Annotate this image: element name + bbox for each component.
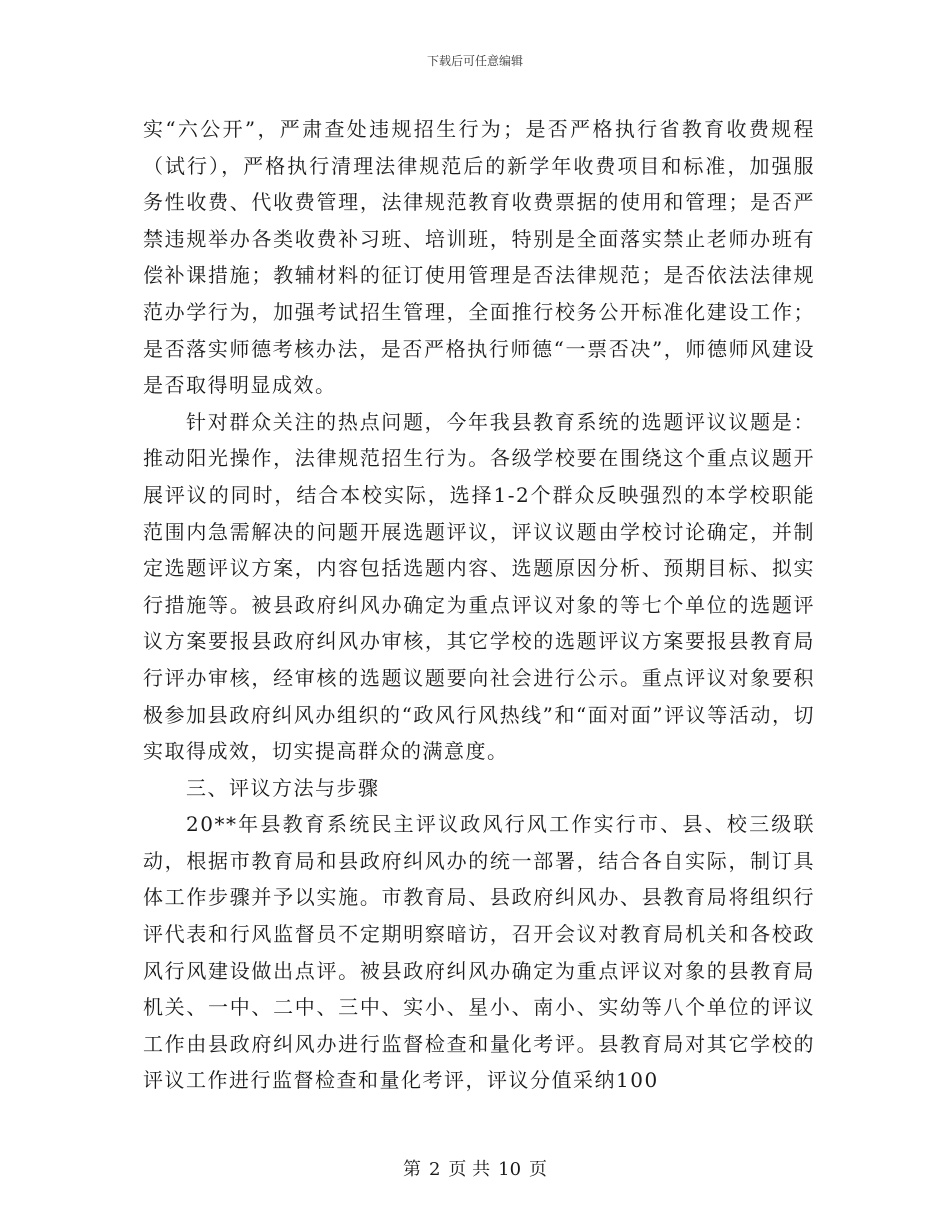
page-header-note: 下载后可任意编辑 (426, 54, 523, 68)
paragraph-topic-selection: 针对群众关注的热点问题，今年我县教育系统的选题评议议题是：推动阳光操作，法律规范招生行为。各级学校要在围绕这个重点议题开展评议的同时，结合本校实际，选择1-2个群众反映强烈的本学校职能范围内急需解决的问题开展选题评议，评议议题由学校讨论确定，并制定选题评议方案，内容包括选题内容、选题原因分析、预期目标、拟实行措施等。被县政府纠风办确定为重点评议对象的等七个单位的选题评议方案要报县政府纠风办审核，其它学校的选题评议方案要报县教育局行评办审核，经审核的选题议题要向社会进行公示。重点评议对象要积极参加县政府纠风办组织的“政风行风热线”和“面对面”评议等活动，切实取得成效，切实提高群众的满意度。 (143, 409, 815, 764)
paragraph-evaluation-linkage: 20**年县教育系统民主评议政风行风工作实行市、县、校三级联动，根据市教育局和县政府纠风办的统一部署，结合各自实际，制订具体工作步骤并予以实施。市教育局、县政府纠风办、县教育局将组织行评代表和行风监督员不定期明察暗访，召开会议对教育局机关和各校政风行风建设做出点评。被县政府纠风办确定为重点评议对象的县教育局机关、一中、二中、三中、实小、星小、南小、实幼等八个单位的评议工作由县政府纠风办进行监督检查和量化考评。县教育局对其它学校的评议工作进行监督检查和量化考评，评议分值采纳100 (143, 812, 815, 1093)
document-body (143, 111, 815, 1099)
footer-total-pages: 10 (498, 1159, 522, 1180)
footer-page-number: 2 (428, 1159, 441, 1180)
footer-middle: 页 共 (448, 1159, 491, 1180)
section-heading-methods-steps: 三、评议方法与步骤 (186, 775, 380, 800)
footer-prefix: 第 (402, 1159, 421, 1180)
page-footer (0, 1155, 950, 1181)
footer-suffix: 页 (529, 1159, 548, 1180)
paragraph-continuation: 实“六公开”，严肃查处违规招生行为；是否严格执行省教育收费规程（试行），严格执行清理法律规范后的新学年收费项目和标准，加强服务性收费、代收费管理，法律规范教育收费票据的使用和管理；是否严禁违规举办各类收费补习班、培训班，特别是全面落实禁止老师办班有偿补课措施；教辅材料的征订使用管理是否法律规范；是否依法法律规范办学行为，加强考试招生管理，全面推行校务公开标准化建设工作；是否落实师德考核办法，是否严格执行师德“一票否决”，师德师风建设是否取得明显成效。 (143, 117, 815, 398)
